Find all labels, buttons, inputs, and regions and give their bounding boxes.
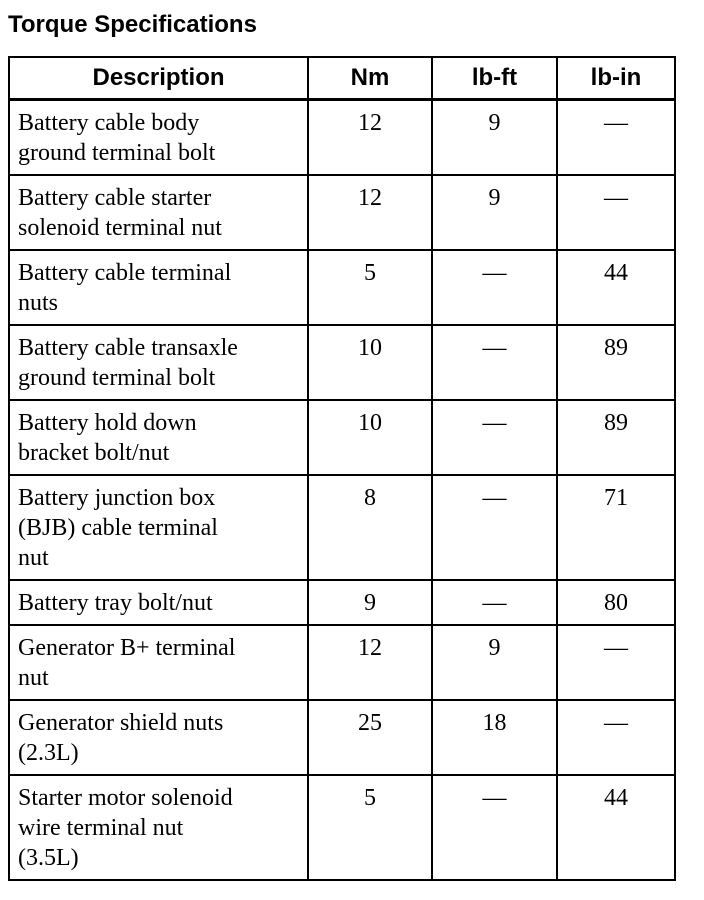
table-row bbox=[9, 475, 675, 580]
description-line: (BJB) cable terminal bbox=[18, 515, 218, 541]
cell-description bbox=[9, 100, 308, 176]
description-line: Battery tray bolt/nut bbox=[18, 590, 213, 616]
cell-lbft: 9 bbox=[432, 100, 557, 176]
cell-nm: 12 bbox=[308, 175, 432, 250]
description-line: nut bbox=[18, 665, 49, 691]
cell-lbin: — bbox=[557, 700, 675, 775]
description-line: nut bbox=[18, 545, 49, 571]
description-line: Battery junction box bbox=[18, 485, 216, 511]
cell-lbin: 44 bbox=[557, 775, 675, 880]
cell-nm: 10 bbox=[308, 400, 432, 475]
cell-nm: 12 bbox=[308, 100, 432, 176]
cell-description bbox=[9, 700, 308, 775]
table-header-row bbox=[9, 57, 675, 100]
cell-lbft: — bbox=[432, 325, 557, 400]
cell-lbft: — bbox=[432, 475, 557, 580]
cell-nm: 5 bbox=[308, 775, 432, 880]
description-line: Battery cable terminal bbox=[18, 260, 232, 286]
description-line: Battery cable transaxle bbox=[18, 335, 238, 361]
column-header-lbft: lb-ft bbox=[432, 57, 557, 100]
page-title: Torque Specifications bbox=[8, 11, 257, 38]
cell-description bbox=[9, 625, 308, 700]
cell-lbft: 18 bbox=[432, 700, 557, 775]
description-line: nuts bbox=[18, 290, 59, 316]
column-header-lbin: lb-in bbox=[557, 57, 675, 100]
cell-lbin: 89 bbox=[557, 400, 675, 475]
description-line: Starter motor solenoid bbox=[18, 785, 233, 811]
cell-lbin: 44 bbox=[557, 250, 675, 325]
description-line: Generator shield nuts bbox=[18, 710, 224, 736]
cell-description bbox=[9, 475, 308, 580]
column-header-nm: Nm bbox=[308, 57, 432, 100]
cell-lbft: 9 bbox=[432, 625, 557, 700]
description-line: Battery hold down bbox=[18, 410, 197, 436]
table-row bbox=[9, 325, 675, 400]
description-line: bracket bolt/nut bbox=[18, 440, 170, 466]
table-row bbox=[9, 580, 675, 625]
cell-description bbox=[9, 250, 308, 325]
cell-description bbox=[9, 775, 308, 880]
cell-description bbox=[9, 400, 308, 475]
description-line: (3.5L) bbox=[18, 845, 79, 871]
cell-lbft: 9 bbox=[432, 175, 557, 250]
cell-lbin: 71 bbox=[557, 475, 675, 580]
cell-lbin: 80 bbox=[557, 580, 675, 625]
cell-nm: 25 bbox=[308, 700, 432, 775]
table-row bbox=[9, 775, 675, 880]
cell-lbft: — bbox=[432, 775, 557, 880]
description-line: Battery cable starter bbox=[18, 185, 212, 211]
table-row bbox=[9, 400, 675, 475]
cell-lbft: — bbox=[432, 250, 557, 325]
table-row bbox=[9, 100, 675, 176]
cell-lbin: — bbox=[557, 625, 675, 700]
cell-lbin: — bbox=[557, 175, 675, 250]
cell-description bbox=[9, 580, 308, 625]
table-row bbox=[9, 625, 675, 700]
description-line: Battery cable body bbox=[18, 110, 200, 136]
cell-lbft: — bbox=[432, 400, 557, 475]
cell-description bbox=[9, 175, 308, 250]
description-line: solenoid terminal nut bbox=[18, 215, 222, 241]
table-row bbox=[9, 700, 675, 775]
column-header-description: Description bbox=[9, 57, 308, 100]
description-line: ground terminal bolt bbox=[18, 365, 216, 391]
description-line: ground terminal bolt bbox=[18, 140, 216, 166]
cell-nm: 12 bbox=[308, 625, 432, 700]
cell-lbin: — bbox=[557, 100, 675, 176]
cell-lbin: 89 bbox=[557, 325, 675, 400]
description-line: wire terminal nut bbox=[18, 815, 184, 841]
table-row bbox=[9, 175, 675, 250]
cell-lbft: — bbox=[432, 580, 557, 625]
cell-nm: 10 bbox=[308, 325, 432, 400]
cell-nm: 5 bbox=[308, 250, 432, 325]
torque-spec-table bbox=[8, 56, 676, 881]
description-line: Generator B+ terminal bbox=[18, 635, 236, 661]
table-row bbox=[9, 250, 675, 325]
cell-nm: 9 bbox=[308, 580, 432, 625]
description-line: (2.3L) bbox=[18, 740, 79, 766]
cell-nm: 8 bbox=[308, 475, 432, 580]
cell-description bbox=[9, 325, 308, 400]
table-body bbox=[9, 100, 675, 881]
